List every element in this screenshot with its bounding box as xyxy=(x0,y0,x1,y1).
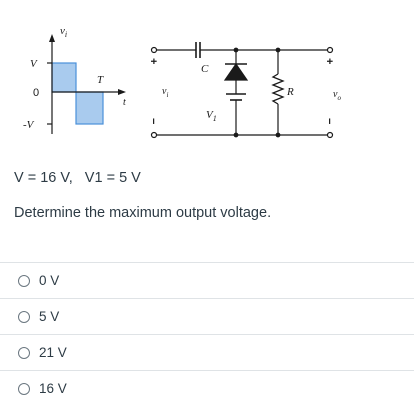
answer-label: 16 V xyxy=(39,381,67,396)
output-plus-sign: + xyxy=(323,58,335,65)
output-terminal-top xyxy=(328,48,333,53)
negative-pulse xyxy=(76,92,103,124)
diode-symbol xyxy=(225,64,247,80)
input-terminal-bottom xyxy=(152,133,157,138)
answer-label: 21 V xyxy=(39,345,67,360)
given-values: V = 16 V, V1 = 5 V xyxy=(14,170,141,186)
output-minus-sign: − xyxy=(323,118,335,125)
input-terminal-top xyxy=(152,48,157,53)
clamper-circuit xyxy=(152,42,333,138)
radio-button-icon[interactable] xyxy=(18,383,30,395)
time-label: t xyxy=(123,97,126,108)
radio-button-icon[interactable] xyxy=(18,347,30,359)
answer-option[interactable] xyxy=(0,334,414,370)
input-minus-sign: − xyxy=(147,118,159,125)
answer-label: 5 V xyxy=(39,309,60,324)
input-voltage-label: $v_i$ xyxy=(162,86,169,99)
battery-label: $V_1$ xyxy=(206,109,217,123)
level-zero-label: 0 xyxy=(33,87,40,99)
radio-button-icon[interactable] xyxy=(18,311,30,323)
clamper-diagram xyxy=(10,10,360,160)
answer-label: 0 V xyxy=(39,273,60,288)
radio-button-icon[interactable] xyxy=(18,275,30,287)
input-waveform xyxy=(23,25,126,134)
vi-axis-label: $v_i$ xyxy=(60,25,68,39)
output-terminal-bottom xyxy=(328,133,333,138)
positive-pulse xyxy=(52,63,76,92)
answer-option[interactable] xyxy=(0,370,414,406)
output-voltage-label: $v_o$ xyxy=(333,89,341,102)
period-label: T xyxy=(97,74,104,86)
input-plus-sign: + xyxy=(147,58,159,65)
resistor-symbol xyxy=(273,74,283,104)
resistor-label: R xyxy=(287,86,294,98)
capacitor-label: C xyxy=(201,63,209,75)
answer-option[interactable] xyxy=(0,298,414,334)
time-axis-arrow xyxy=(118,89,126,95)
level-pos-label: V xyxy=(30,58,37,70)
answer-option[interactable] xyxy=(0,262,414,298)
circuit-figure xyxy=(10,10,360,160)
answer-list xyxy=(0,262,414,406)
level-neg-label: -V xyxy=(23,119,34,131)
vi-axis-arrow xyxy=(49,34,55,42)
question-prompt: Determine the maximum output voltage. xyxy=(14,205,272,221)
